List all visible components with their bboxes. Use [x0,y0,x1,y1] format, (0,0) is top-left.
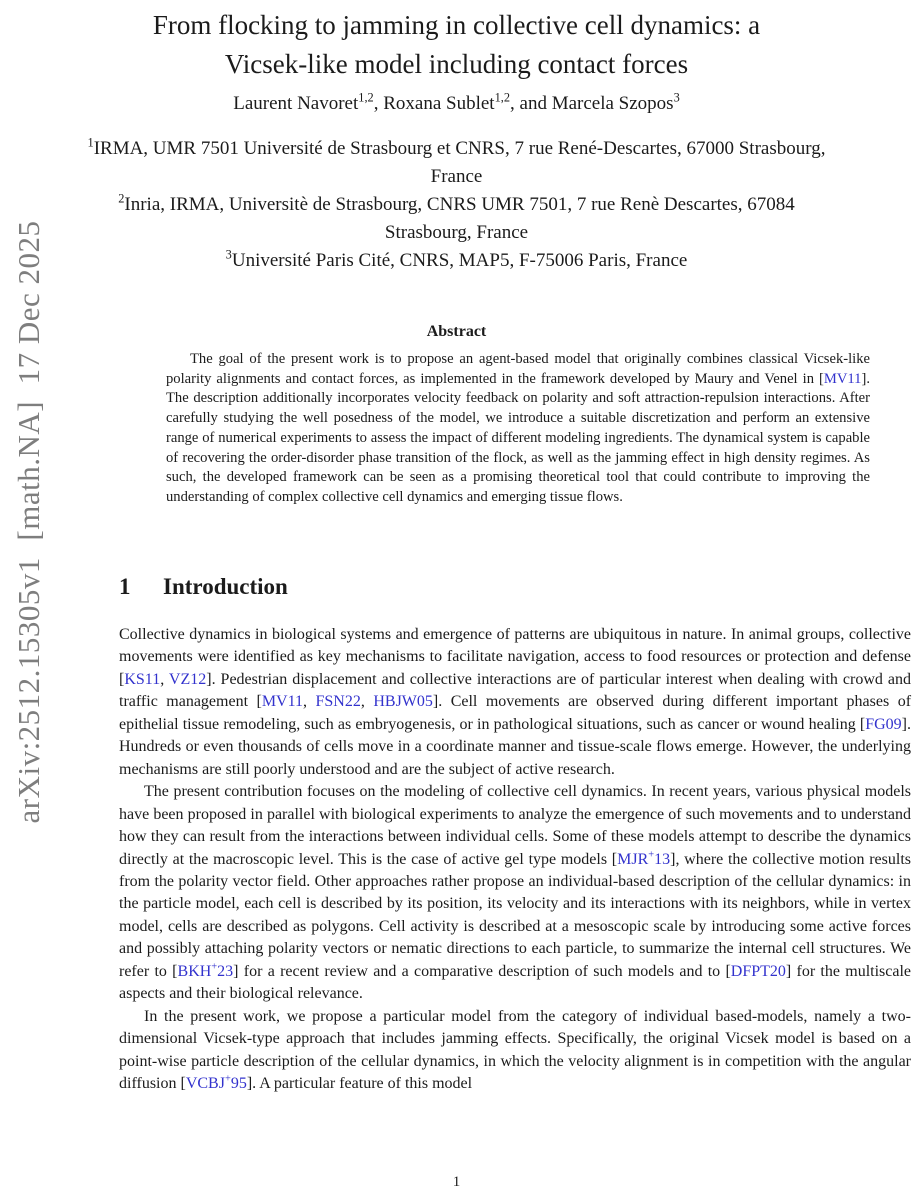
page-number: 1 [452,1174,461,1190]
text-run: ]. Pedestrian displacement and collective interactions are of particular interest when dealing with crowd and traffic management [ [119,670,911,711]
citation-link[interactable]: 13 [654,850,671,868]
introduction-body [119,624,911,1096]
citation-link[interactable]: VCBJ [185,1075,225,1093]
text-run: ] for a recent review and a comparative description of such models and to [ [233,962,731,980]
citation-link[interactable]: KS11 [124,670,161,688]
text-run: The goal of the present work is to propose an agent-based model that originally combines classical Vicsek-like polarity alignments and contact forces, as implemented in the framework developed by Maury and Venel in [ [166,351,870,387]
citation-link[interactable]: 23 [217,962,234,980]
citation-link[interactable]: + [224,1073,231,1085]
paper-title-line-2: Vicsek-like model including contact forces [224,49,689,79]
citation-link[interactable]: + [211,961,218,973]
text-run: ]. Hundreds or even thousands of cells move in a coordinate manner and tissue-scale flows emerge. However, the underlying mechanisms are still poorly understood and are the subject of active research. [119,715,911,778]
section-number: 1 [119,574,131,599]
paper-title-line-1: From flocking to jamming in collective cell dynamics: a [152,10,761,40]
text-run: , [360,693,374,711]
text-run: Inria, IRMA, Universitè de Strasbourg, CNRS UMR 7501, 7 rue Renè Descartes, 67084 Strasbourg, France [124,194,795,243]
citation-link[interactable]: VZ12 [168,670,207,688]
abstract-heading: Abstract [426,323,487,340]
section-title: Introduction [163,574,288,599]
affiliation-3 [84,247,829,275]
affiliations-block [84,135,829,275]
text-run: In the present work, we propose a particular model from the category of individual based-models, namely a two-dimensional Vicsek-type approach that includes jamming effects. Specifically, the original Vicsek model is based on a point-wise particle description of the cellular dynamics, in which the velocity alignment is in competition with the angular diffusion [ [119,1007,911,1093]
text-run: , [303,693,316,711]
section-heading-introduction [119,574,288,600]
paragraph [119,1006,911,1096]
abstract-text [166,350,870,508]
text-run: ], where the collective motion results from the polarity vector field. Other approaches rather propose an individual-based description of the cellular dynamics: in the particle model, each cell is described by its position, its velocity and its interactions with its neighbors, while in vertex model, cells are described as polygons. Cell activity is described at a mesoscopic scale by introducing some active forces and possibly attaching polarity vectors or nematic directions to each particle, to summarize the internal cell structures. We refer to [ [119,850,911,980]
text-run: Collective dynamics in biological systems and emergence of patterns are ubiquitous in nature. In animal groups, collective movements were identified as key mechanisms to facilitate navigation, access to food resources or protection and defense [ [119,626,911,688]
text-run: ]. Cell movements are observed during different important phases of epithelial tissue remodeling, such as embryogenesis, or in pathological situations, such as cancer or wound healing [ [119,693,912,733]
paragraph [119,781,911,1006]
text-run: IRMA, UMR 7501 Université de Strasbourg et CNRS, 7 rue René-Descartes, 67000 Strasbourg, France [93,138,826,187]
citation-link[interactable]: MJR [617,850,649,868]
citation-link[interactable]: HBJW05 [373,693,433,711]
author-line [0,90,913,115]
text-run: The present contribution focuses on the modeling of collective cell dynamics. In recent years, various physical models have been proposed in parallel with biological experiments to analyze the emergence of such movements and to understand how they can result from the interactions between individual cells. Some of these models attempt to describe the dynamics directly at the macroscopic level. This is the case of active gel type models [ [119,783,911,868]
text-run: Laurent Navoret [233,93,359,114]
citation-link[interactable]: BKH [177,962,212,980]
citation-link[interactable]: FG09 [865,715,902,733]
paper-title [0,6,913,84]
superscript-marker: 1,2 [358,90,374,105]
citation-link[interactable]: DFPT20 [730,962,786,980]
superscript-marker: 3 [673,90,680,105]
affiliation-1 [84,135,829,191]
text-run: ]. The description additionally incorporates velocity feedback on polarity and soft attraction-repulsion interactions. After carefully studying the well posedness of the model, we introduce a suitable discretization and perform an extensive range of numerical experiments to assess the impact of different modeling ingredients. The dynamical system is capable of recovering the order-disorder phase transition of the flock, as well as the jamming effect in high density regimes. As such, the developed framework can be seen as a promising theoretical tool that could contribute to improving the understanding of complex collective cell dynamics and emerging tissue flows. [166,370,870,505]
paragraph [119,624,911,781]
superscript-marker: 3 [225,247,232,262]
superscript-marker: 1 [87,135,94,150]
text-run: , [160,670,169,688]
affiliation-2 [84,191,829,247]
text-run: , and Marcela Szopos [510,93,674,114]
superscript-marker: 1,2 [494,90,511,105]
arxiv-watermark: arXiv:2512.15305v1 [math.NA] 17 Dec 2025 [11,220,46,824]
text-run: , Roxana Sublet [373,93,495,114]
text-run: ]. A particular feature of this model [246,1075,473,1093]
citation-link[interactable]: FSN22 [315,693,361,711]
citation-link[interactable]: + [648,849,655,861]
superscript-marker: 2 [118,191,125,206]
citation-link[interactable]: 95 [230,1075,247,1093]
citation-link[interactable]: MV11 [823,370,862,387]
text-run: Université Paris Cité, CNRS, MAP5, F-75006 Paris, France [231,250,688,271]
text-run: ] for the multiscale aspects and their biological relevance. [119,962,912,1003]
citation-link[interactable]: MV11 [261,693,304,711]
